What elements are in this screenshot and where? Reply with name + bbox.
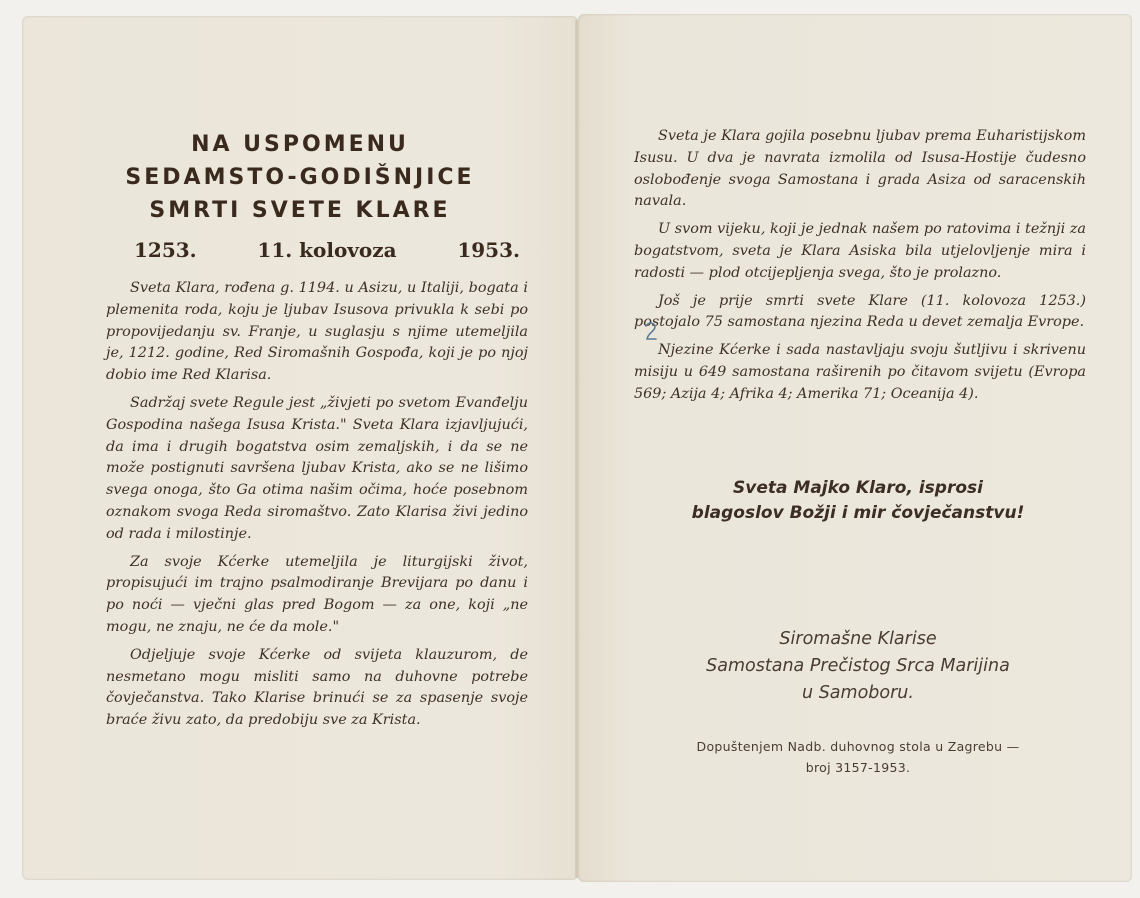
paragraph: Odjeljuje svoje Kćerke od svijeta klauzurom, de nesmetano mogu misliti samo na duhovne potrebe čovječanstva. Tako Klarise brinući se za spasenje svoje braće živu zato, da predobiju sve za Krista. — [106, 646, 528, 729]
end-year: 1953. — [457, 238, 520, 262]
signature-line-3: u Samoboru. — [802, 683, 914, 703]
signature-line-1: Siromašne Klarise — [779, 629, 937, 649]
church-permission — [618, 736, 1098, 778]
prayer — [618, 476, 1098, 526]
title-line-2: SEDAMSTO-GODIŠNJICE — [125, 165, 475, 190]
date-line — [134, 238, 520, 262]
right-page — [578, 14, 1132, 882]
signature-line-2: Samostana Prečistog Srca Marijina — [706, 656, 1010, 676]
permission-line-2: broj 3157-1953. — [805, 760, 911, 775]
permission-line-1: Dopuštenjem Nadb. duhovnog stola u Zagrebu — — [696, 739, 1020, 754]
start-year: 1253. — [134, 238, 197, 262]
signature — [618, 626, 1098, 707]
pencil-mark-icon — [642, 320, 660, 344]
paragraph: U svom vijeku, koji je jednak našem po ratovima i težnji za bogatstvom, sveta je Klara Asiska bila utjelovljenje mira i radosti — plod otcijepljenja svega, što je prolazno. — [634, 221, 1086, 281]
right-body-text — [634, 126, 1086, 412]
day-month: 11. kolovoza — [257, 238, 397, 262]
title-line-3: SMRTI SVETE KLARE — [149, 198, 451, 223]
left-page — [22, 16, 578, 880]
paragraph: Sadržaj svete Regule jest „živjeti po svetom Evanđelju Gospodina našega Isusa Krista." Sveta Klara izjavljujući, da ima i drugih bogatstva osim zemaljskih, i da se ne može postignuti savršena ljubav Krista, ako se ne lišimo svega onoga, što Ga otima našim očima, hoće posebnom oznakom svoga Reda siromaštvo. Zato Klarisa živi jedino od rada i milostinje. — [106, 394, 528, 542]
paragraph: Njezine Kćerke i sada nastavljaju svoju šutljivu i skrivenu misiju u 649 samostana raširenih po čitavom svijetu (Evropa 569; Azija 4; Afrika 4; Amerika 71; Oceanija 4). — [634, 342, 1086, 402]
memorial-title — [22, 128, 578, 227]
prayer-line-1: Sveta Majko Klaro, isprosi — [733, 478, 983, 498]
left-body-text — [106, 278, 528, 738]
title-line-1: NA USPOMENU — [191, 132, 409, 157]
paragraph: Sveta je Klara gojila posebnu ljubav prema Euharistijskom Isusu. U dva je navrata izmolila od Isusa-Hostije čudesno oslobođenje svoga Samostana i grada Asiza od saracenskih navala. — [634, 128, 1086, 210]
paragraph: Sveta Klara, rođena g. 1194. u Asizu, u Italiji, bogata i plemenita roda, koju je ljubav Isusova privukla k sebi po propovijedanju sv. Franje, u suglasju s njime utemeljila je, 1212. godine, Red Siromašnih Gospođa, koji je po njoj dobio ime Red Klarisa. — [106, 280, 528, 384]
prayer-line-2: blagoslov Božji i mir čovječanstvu! — [691, 503, 1025, 523]
paragraph: Još je prije smrti svete Klare (11. kolovoza 1253.) postojalo 75 samostana njezina Reda u devet zemalja Evrope. — [634, 292, 1086, 331]
paragraph: Za svoje Kćerke utemeljila je liturgijski život, propisujući im trajno psalmodiranje Brevijara po danu i po noći — vječni glas pred Bogom — za one, koji „ne mogu, ne znaju, ne će da mole." — [106, 553, 528, 635]
